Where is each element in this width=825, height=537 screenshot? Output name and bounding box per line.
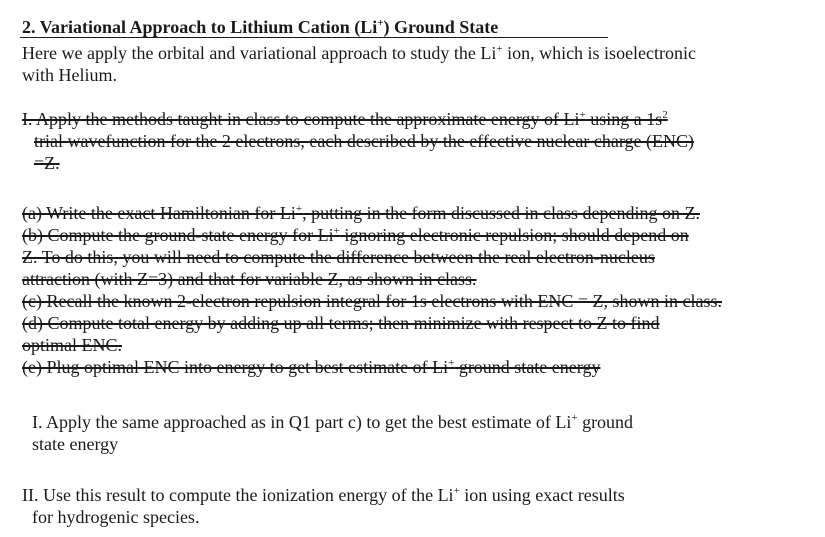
step-a-text: (a) Write the exact Hamiltonian for Li <box>22 203 296 223</box>
question-2-superscript: + <box>453 485 460 497</box>
struck-instruction-block <box>22 108 694 174</box>
struck-text-end: using a 1s <box>585 109 663 129</box>
heading-suffix: ) Ground State <box>383 17 499 37</box>
intro-text-end: ion, which is isoelectronic <box>502 43 697 63</box>
struck-text: I. Apply the methods taught in class to compute the approximate energy of Li <box>22 109 580 129</box>
step-e-text: (e) Plug optimal ENC into energy to get best estimate of Li <box>22 357 449 377</box>
step-b-text: (b) Compute the ground-state energy for Li <box>22 225 334 245</box>
step-b-text-end: ignoring electronic repulsion; should depend on <box>339 225 689 245</box>
section-heading <box>22 17 498 38</box>
question-2-text-end: ion using exact results <box>459 485 625 505</box>
question-2 <box>22 484 625 528</box>
struck-superscript-2: 2 <box>662 109 668 121</box>
struck-superscript: + <box>579 109 586 121</box>
struck-line-1 <box>22 108 694 130</box>
question-1-text-end: ground <box>577 412 634 432</box>
step-b-superscript: + <box>333 225 340 237</box>
step-a-superscript: + <box>295 203 303 215</box>
step-a-text-end: , putting in the form discussed in class depending on Z. <box>302 203 701 223</box>
intro-superscript: + <box>496 43 503 55</box>
question-1 <box>32 411 633 455</box>
question-1-text: I. Apply the same approached as in Q1 part c) to get the best estimate of Li <box>32 412 572 432</box>
heading-text: 2. Variational Approach to Lithium Cation (Li <box>22 17 378 37</box>
struck-line-2: trial wavefunction for the 2 electrons, each described by the effective nuclear charge (ENC) <box>34 131 695 151</box>
step-e-superscript: + <box>448 357 455 369</box>
step-b-line-2: Z. To do this, you will need to compute the difference between the real electron-nucleus <box>22 247 655 267</box>
step-d: (d) Compute total energy by adding up all terms; then minimize with respect to Z to find <box>22 313 660 333</box>
step-e-text-end: ground state energy <box>454 357 601 377</box>
heading-superscript: + <box>377 17 384 29</box>
step-d-line-2: optimal ENC. <box>22 335 122 355</box>
step-e <box>22 356 722 378</box>
step-b <box>22 224 722 246</box>
step-a <box>22 202 722 224</box>
intro-line-2: with Helium. <box>22 65 117 85</box>
step-c: (c) Recall the known 2-electron repulsion integral for 1s electrons with ENC = Z, shown in class. <box>22 291 722 311</box>
struck-line-3: =Z. <box>34 153 60 173</box>
question-2-text: II. Use this result to compute the ionization energy of the Li <box>22 485 454 505</box>
intro-line-1 <box>22 42 802 64</box>
heading-underline <box>20 37 608 38</box>
intro-text: Here we apply the orbital and variational approach to study the Li <box>22 43 497 63</box>
question-1-line-1 <box>32 411 633 433</box>
question-1-line-2: state energy <box>32 434 119 454</box>
struck-steps-block <box>22 202 722 378</box>
step-b-line-3: attraction (with Z=3) and that for variable Z, as shown in class. <box>22 269 477 289</box>
question-2-line-1 <box>22 484 625 506</box>
question-2-line-2: for hydrogenic species. <box>32 507 200 527</box>
question-1-superscript: + <box>571 412 578 424</box>
intro-paragraph <box>22 42 802 86</box>
